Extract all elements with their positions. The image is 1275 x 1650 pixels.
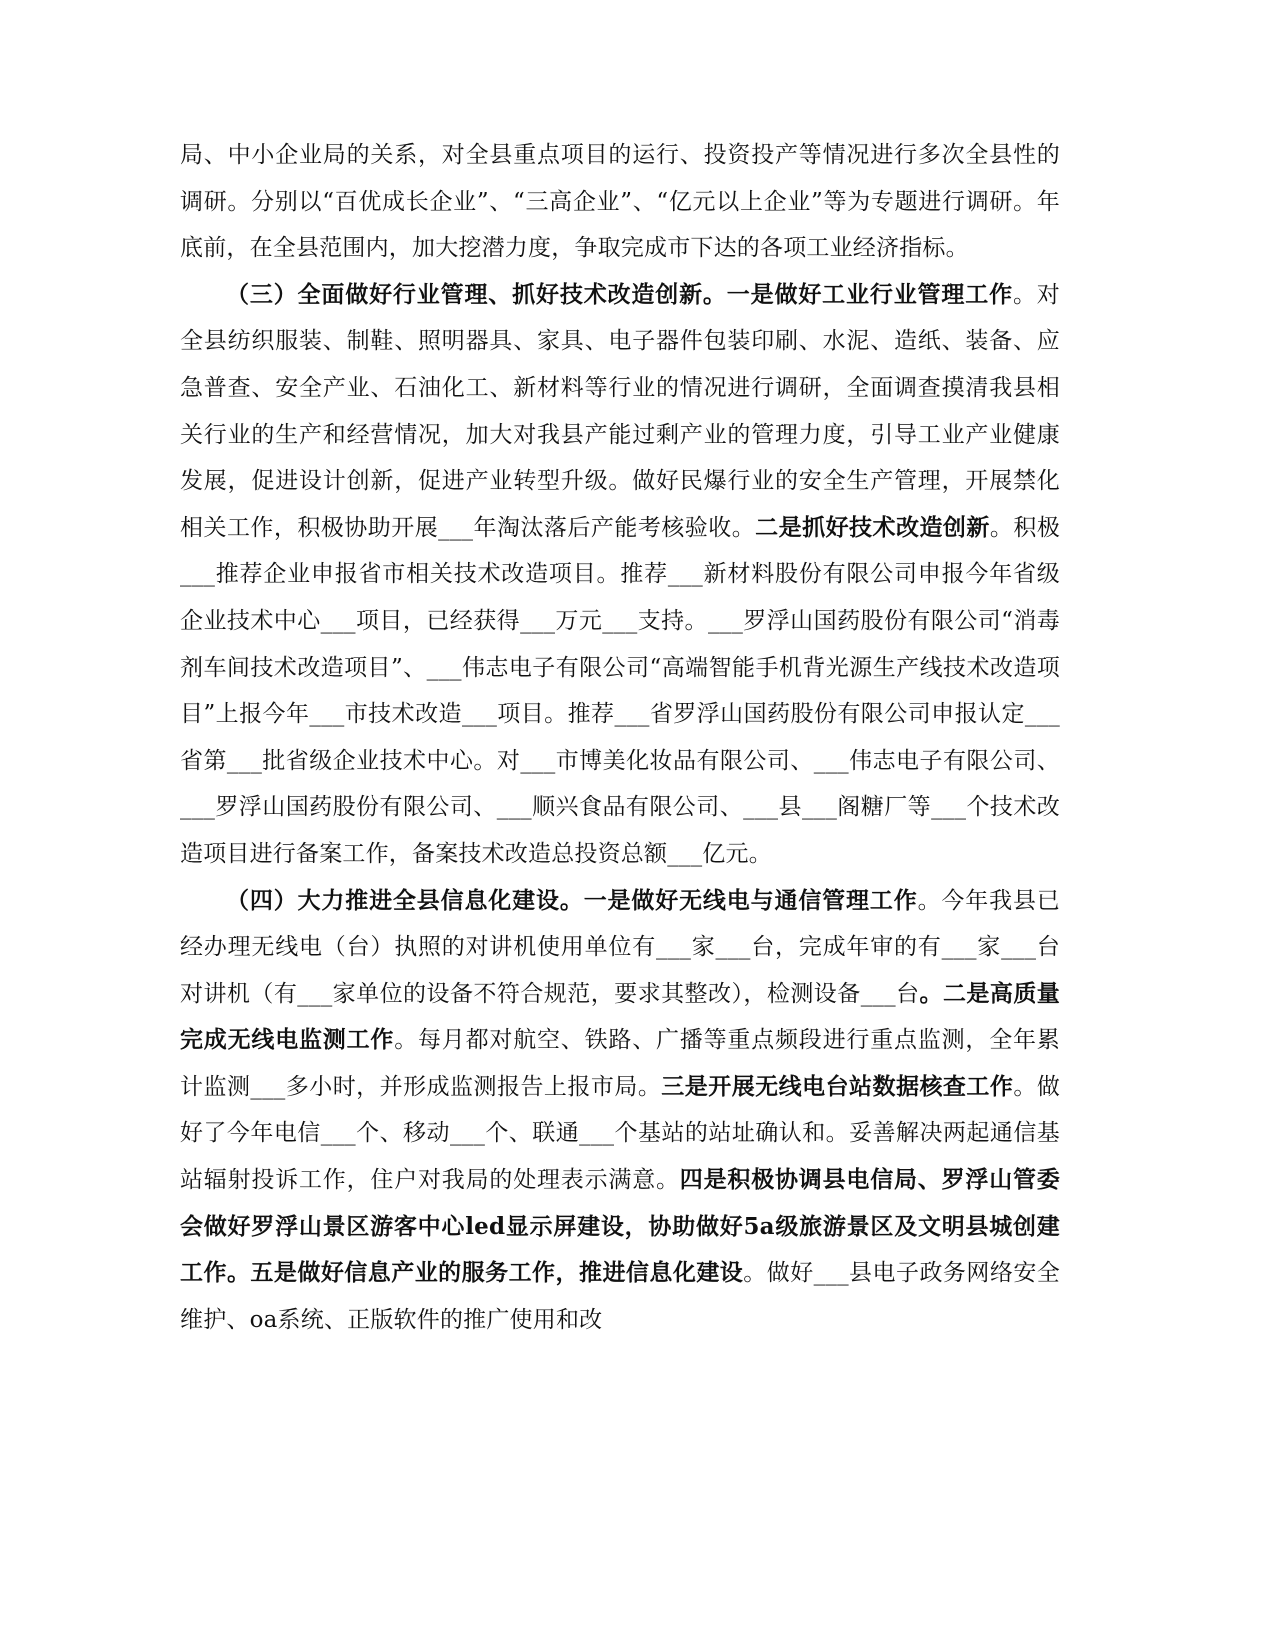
- paragraph-text: 。做好___县电子政务网络安全维护、oa系统、正版软件的推广使用和改: [180, 1260, 1060, 1333]
- subsection-heading: 二是抓好技术改造创新: [755, 513, 990, 541]
- paragraph-text: 。积极___推荐企业申报省市相关技术改造项目。推荐___新材料股份有限公司申报今年省级企业技术中心___项目，已经获得___万元___支持。___罗浮山国药股份有限公司“消毒剂车间技术改造项目”、___伟志电子有限公司“高端智能手机背光源生产线技术改造项目”上报今年___市技术改造___项目。推荐___省罗浮山国药股份有限公司申报认定___省第___批省级企业技术中心。对___市博美化妆品有限公司、___伟志电子有限公司、___罗浮山国药股份有限公司、___顺兴食品有限公司、___县___阁糖厂等___个技术改造项目进行备案工作，备案技术改造总投资总额___亿元。: [180, 514, 1061, 867]
- subsection-heading: 。二是高质量完成无线电监测工作: [180, 979, 1061, 1054]
- paragraph-text: 。做好了今年电信___个、移动___个、联通___个基站的站址确认和。妥善解决两起通信基站辐射投诉工作，住户对我局的处理表示满意。: [180, 1073, 1061, 1194]
- paragraph-section-four: [180, 878, 1060, 1344]
- paragraph-section-three: [180, 272, 1060, 878]
- paragraph-text: 。每月都对航空、铁路、广播等重点频段进行重点监测，全年累计监测___多小时，并形成监测报告上报市局。: [180, 1027, 1060, 1100]
- paragraph-text: 。对全县纺织服装、制鞋、照明器具、家具、电子器件包装印刷、水泥、造纸、装备、应急普查、安全产业、石油化工、新材料等行业的情况进行调研，全面调查摸清我县相关行业的生产和经营情况，加大对我县产能过剩产业的管理力度，引导工业产业健康发展，促进设计创新，促进产业转型升级。做好民爆行业的安全生产管理，开展禁化相关工作，积极协助开展___年淘汰落后产能考核验收。: [180, 281, 1060, 541]
- document-body: [180, 132, 1060, 1343]
- section-heading: （四）大力推进全县信息化建设。一是做好无线电与通信管理工作: [226, 886, 918, 914]
- subsection-heading: 四是积极协调县电信局、罗浮山管委会做好罗浮山景区游客中心led显示屏建设，协助做好5a级旅游景区及文明县城创建工作。五是做好信息产业的服务工作，推进信息化建设: [180, 1166, 1060, 1287]
- section-heading: （三）全面做好行业管理、抓好技术改造创新。一是做好工业行业管理工作: [226, 280, 1013, 308]
- paragraph-text: 。今年我县已经办理无线电（台）执照的对讲机使用单位有___家___台，完成年审的有___家___台对讲机（有___家单位的设备不符合规范，要求其整改），检测设备___台: [180, 887, 1060, 1007]
- subsection-heading: 三是开展无线电台站数据核查工作: [661, 1072, 1014, 1100]
- paragraph-intro: [180, 132, 1060, 272]
- paragraph-text: 局、中小企业局的关系，对全县重点项目的运行、投资投产等情况进行多次全县性的调研。分别以“百优成长企业”、“三高企业”、“亿元以上企业”等为专题进行调研。年底前，在全县范围内，加大挖潜力度，争取完成市下达的各项工业经济指标。: [180, 142, 1060, 262]
